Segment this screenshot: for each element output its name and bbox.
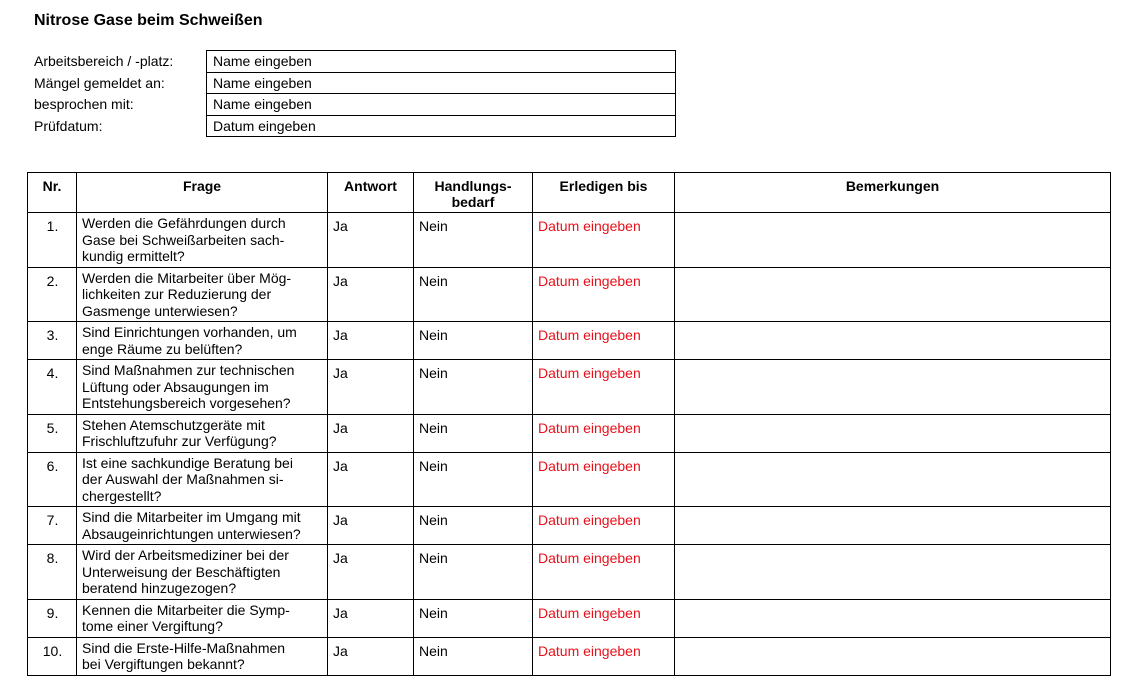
remarks-cell[interactable]: [675, 213, 1111, 268]
remarks-cell[interactable]: [675, 599, 1111, 637]
question-cell: [77, 452, 328, 507]
remarks-cell[interactable]: [675, 545, 1111, 600]
question-line: chergestellt?: [82, 487, 162, 504]
question-line: Ist eine sachkundige Beratung bei: [82, 454, 293, 471]
question-line: Sind Maßnahmen zur technischen: [82, 362, 295, 378]
question-line: Gasmenge unterwiesen?: [82, 302, 238, 319]
answer-cell[interactable]: Ja: [328, 637, 414, 675]
col-header-antwort: Antwort: [328, 173, 414, 213]
due-date-cell[interactable]: Datum eingeben: [533, 599, 675, 637]
due-date-cell[interactable]: Datum eingeben: [533, 414, 675, 452]
answer-cell[interactable]: Ja: [328, 507, 414, 545]
table-body: [28, 213, 1111, 676]
action-needed-cell[interactable]: Nein: [414, 267, 533, 322]
table-row: [28, 599, 1111, 637]
question-cell: [77, 599, 328, 637]
question-line: Kennen die Mitarbeiter die Symp-: [82, 601, 290, 618]
table-row: [28, 545, 1111, 600]
table-header-row: [28, 173, 1111, 213]
answer-cell[interactable]: Ja: [328, 213, 414, 268]
table-row: [28, 452, 1111, 507]
label-arbeitsbereich: Arbeitsbereich / -platz:: [34, 53, 174, 69]
question-line: Sind Einrichtungen vorhanden, um: [82, 324, 297, 340]
besprochen-mit-field[interactable]: Name eingeben: [207, 94, 675, 116]
question-cell: [77, 267, 328, 322]
due-date-cell[interactable]: Datum eingeben: [533, 267, 675, 322]
question-cell: [77, 637, 328, 675]
row-number: 5.: [28, 414, 77, 452]
remarks-cell[interactable]: [675, 452, 1111, 507]
label-besprochen-mit: besprochen mit:: [34, 96, 134, 112]
table-row: [28, 213, 1111, 268]
question-line: Werden die Mitarbeiter über Mög-: [82, 269, 292, 286]
remarks-cell[interactable]: [675, 322, 1111, 360]
col-header-frage: Frage: [77, 173, 328, 213]
pruefdatum-field[interactable]: Datum eingeben: [207, 116, 675, 138]
row-number: 6.: [28, 452, 77, 507]
question-line: Wird der Arbeitsmediziner bei der: [82, 547, 289, 563]
action-needed-cell[interactable]: Nein: [414, 507, 533, 545]
col-header-handlungsbedarf-line1: Handlungs-: [434, 178, 512, 194]
question-cell: [77, 322, 328, 360]
action-needed-cell[interactable]: Nein: [414, 322, 533, 360]
row-number: 7.: [28, 507, 77, 545]
question-cell: [77, 414, 328, 452]
answer-cell[interactable]: Ja: [328, 322, 414, 360]
answer-cell[interactable]: Ja: [328, 452, 414, 507]
document-title: Nitrose Gase beim Schweißen: [34, 12, 263, 29]
table-row: [28, 360, 1111, 415]
row-number: 9.: [28, 599, 77, 637]
remarks-cell[interactable]: [675, 360, 1111, 415]
question-line: enge Räume zu belüften?: [82, 340, 243, 357]
question-cell: [77, 213, 328, 268]
question-line: beratend hinzugezogen?: [82, 580, 237, 596]
question-line: der Auswahl der Maßnahmen si-: [82, 471, 284, 487]
due-date-cell[interactable]: Datum eingeben: [533, 507, 675, 545]
remarks-cell[interactable]: [675, 414, 1111, 452]
header-fields: [206, 50, 676, 137]
question-line: lichkeiten zur Reduzierung der: [82, 286, 272, 302]
col-header-handlungsbedarf: [414, 173, 533, 213]
col-header-erledigen: Erledigen bis: [533, 173, 675, 213]
table-row: [28, 414, 1111, 452]
table-row: [28, 637, 1111, 675]
maengel-gemeldet-field[interactable]: Name eingeben: [207, 73, 675, 95]
action-needed-cell[interactable]: Nein: [414, 637, 533, 675]
question-line: Entstehungsbereich vorgesehen?: [82, 395, 291, 411]
row-number: 2.: [28, 267, 77, 322]
action-needed-cell[interactable]: Nein: [414, 213, 533, 268]
action-needed-cell[interactable]: Nein: [414, 414, 533, 452]
label-maengel-gemeldet: Mängel gemeldet an:: [34, 74, 165, 91]
table-row: [28, 507, 1111, 545]
checklist-table: [27, 172, 1111, 676]
action-needed-cell[interactable]: Nein: [414, 599, 533, 637]
question-line: kundig ermittelt?: [82, 248, 185, 264]
remarks-cell[interactable]: [675, 267, 1111, 322]
question-line: Absaugeinrichtungen unterwiesen?: [82, 525, 301, 542]
table-row: [28, 322, 1111, 360]
question-line: tome einer Vergiftung?: [82, 618, 223, 634]
question-line: Unterweisung der Beschäftigten: [82, 563, 281, 580]
col-header-bemerkungen: Bemerkungen: [675, 173, 1111, 213]
answer-cell[interactable]: Ja: [328, 545, 414, 600]
action-needed-cell[interactable]: Nein: [414, 360, 533, 415]
due-date-cell[interactable]: Datum eingeben: [533, 545, 675, 600]
remarks-cell[interactable]: [675, 507, 1111, 545]
question-line: Lüftung oder Absaugungen im: [82, 378, 269, 395]
question-line: Sind die Erste-Hilfe-Maßnahmen: [82, 639, 286, 656]
question-cell: [77, 545, 328, 600]
row-number: 1.: [28, 213, 77, 268]
answer-cell[interactable]: Ja: [328, 267, 414, 322]
row-number: 3.: [28, 322, 77, 360]
col-header-handlungsbedarf-line2: bedarf: [451, 194, 495, 210]
remarks-cell[interactable]: [675, 637, 1111, 675]
question-line: Werden die Gefährdungen durch: [82, 215, 286, 231]
label-pruefdatum: Prüfdatum:: [34, 117, 103, 134]
question-line: Sind die Mitarbeiter im Umgang mit: [82, 509, 301, 525]
row-number: 8.: [28, 545, 77, 600]
question-cell: [77, 360, 328, 415]
action-needed-cell[interactable]: Nein: [414, 452, 533, 507]
due-date-cell[interactable]: Datum eingeben: [533, 360, 675, 415]
due-date-cell[interactable]: Datum eingeben: [533, 452, 675, 507]
answer-cell[interactable]: Ja: [328, 414, 414, 452]
table-row: [28, 267, 1111, 322]
question-cell: [77, 507, 328, 545]
question-line: Frischluftzufuhr zur Verfügung?: [82, 433, 277, 449]
due-date-cell[interactable]: Datum eingeben: [533, 322, 675, 360]
question-line: Gase bei Schweißarbeiten sach-: [82, 231, 285, 248]
col-header-nr: Nr.: [28, 173, 77, 213]
question-line: Stehen Atemschutzgeräte mit: [82, 416, 265, 433]
question-line: bei Vergiftungen bekannt?: [82, 656, 245, 672]
row-number: 4.: [28, 360, 77, 415]
answer-cell[interactable]: Ja: [328, 360, 414, 415]
due-date-cell[interactable]: Datum eingeben: [533, 213, 675, 268]
header-labels: [34, 51, 173, 137]
row-number: 10.: [28, 637, 77, 675]
arbeitsbereich-field[interactable]: Name eingeben: [207, 51, 675, 73]
answer-cell[interactable]: Ja: [328, 599, 414, 637]
action-needed-cell[interactable]: Nein: [414, 545, 533, 600]
due-date-cell[interactable]: Datum eingeben: [533, 637, 675, 675]
